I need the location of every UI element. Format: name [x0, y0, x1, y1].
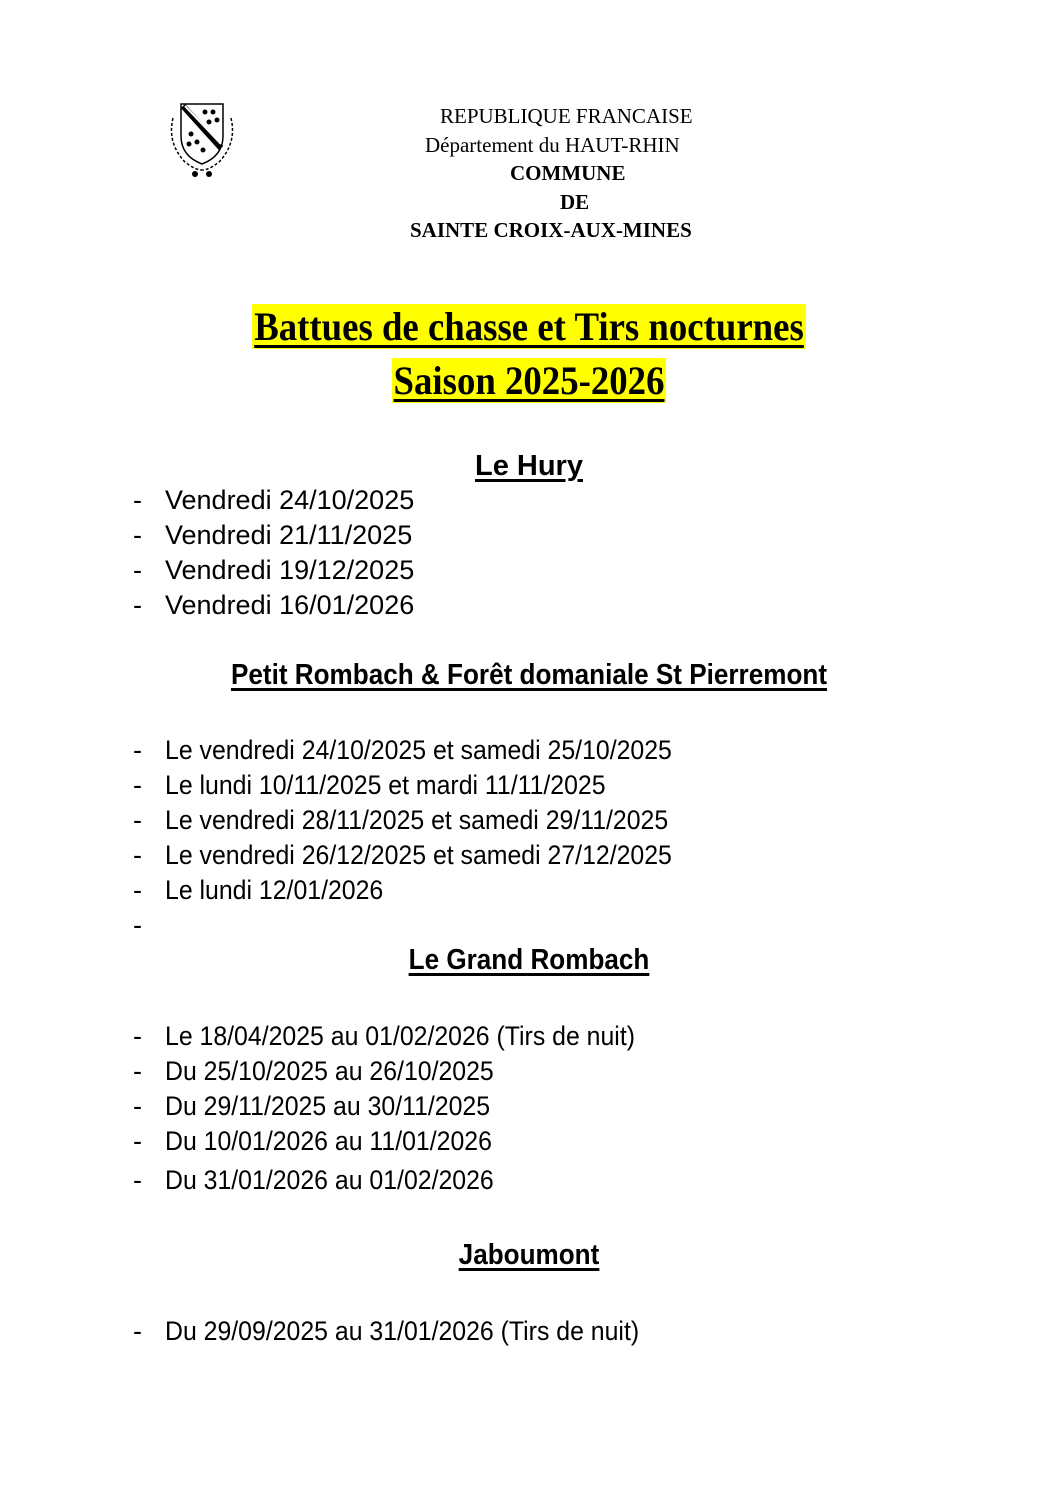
section-title-petit-rombach: Petit Rombach & Forêt domaniale St Pierremont: [230, 659, 828, 691]
bullet-dash: -: [133, 875, 142, 905]
section-title-grand-rombach: Le Grand Rombach: [408, 944, 650, 976]
bullet-dash: -: [133, 1056, 142, 1086]
bullet-dash: -: [133, 555, 142, 585]
bullet-dash: -: [133, 770, 142, 800]
bullet-dash: -: [133, 1091, 142, 1121]
coat-of-arms-icon: [163, 98, 241, 180]
bullet-dash: -: [133, 1316, 142, 1346]
bullet-dash: -: [133, 590, 142, 620]
section-title-le-hury: Le Hury: [475, 450, 583, 482]
bullet-dash: -: [133, 735, 142, 765]
bullet-dash: -: [133, 805, 142, 835]
header-republic: REPUBLIQUE FRANCAISE: [440, 104, 693, 128]
document-page: REPUBLIQUE FRANCAISE Département du HAUT-RHIN COMMUNE DE SAINTE CROIX-AUX-MINES Battues de chasse et Tirs nocturnes Saison 2025-2026 Le Hury - Vendredi 24/10/2025 - Vendredi 21/11/2025 - Vendredi 19/12/2025 - Vendredi 16/01/2026 Petit Rombach & Forêt domaniale St Pierremont - Le vendredi 24/10/2025 et samedi 25/10/2025 - Le lundi 10/11/2025 et mardi 11/11/2025 - Le vendredi 28/11/2025 et samedi 29/11/2025 - Le vendredi 26/12/2025 et samedi 27/12/2025 - Le lundi 12/01/2026 - Le Grand Rombach - Le 18/04/2025 au 01/02/2026 (Tirs de nuit) - Du 25/10/2025 au 26/10/2025 - Du 29/11/2025 au 30/11/2025 - Du 10/01/2026 au 11/01/2026 - Du 31/01/2026 au 01/02/2026 Jaboumont - Du 29/09/2025 au 31/01/2026 (Tirs de nuit): [0, 0, 1058, 1497]
header-de: DE: [560, 189, 590, 214]
bullet-dash: -: [133, 1126, 142, 1156]
section-title-jaboumont: Jaboumont: [458, 1239, 600, 1271]
bullet-dash: -: [133, 840, 142, 870]
header-commune: COMMUNE: [510, 161, 626, 185]
issuer-header: [360, 102, 800, 245]
title-line-2: Saison 2025-2026: [393, 358, 665, 403]
bullet-dash: -: [133, 485, 142, 515]
title-line-1: Battues de chasse et Tirs nocturnes: [254, 304, 804, 349]
header-town: SAINTE CROIX-AUX-MINES: [410, 218, 692, 242]
document-title: [42, 302, 1015, 352]
bullet-dash: -: [133, 520, 142, 550]
bullet-dash: -: [133, 910, 142, 940]
document-subtitle: [42, 356, 1015, 406]
bullet-dash: -: [133, 1165, 142, 1195]
bullet-dash: -: [133, 1021, 142, 1051]
header-department: Département du HAUT-RHIN: [425, 132, 680, 157]
